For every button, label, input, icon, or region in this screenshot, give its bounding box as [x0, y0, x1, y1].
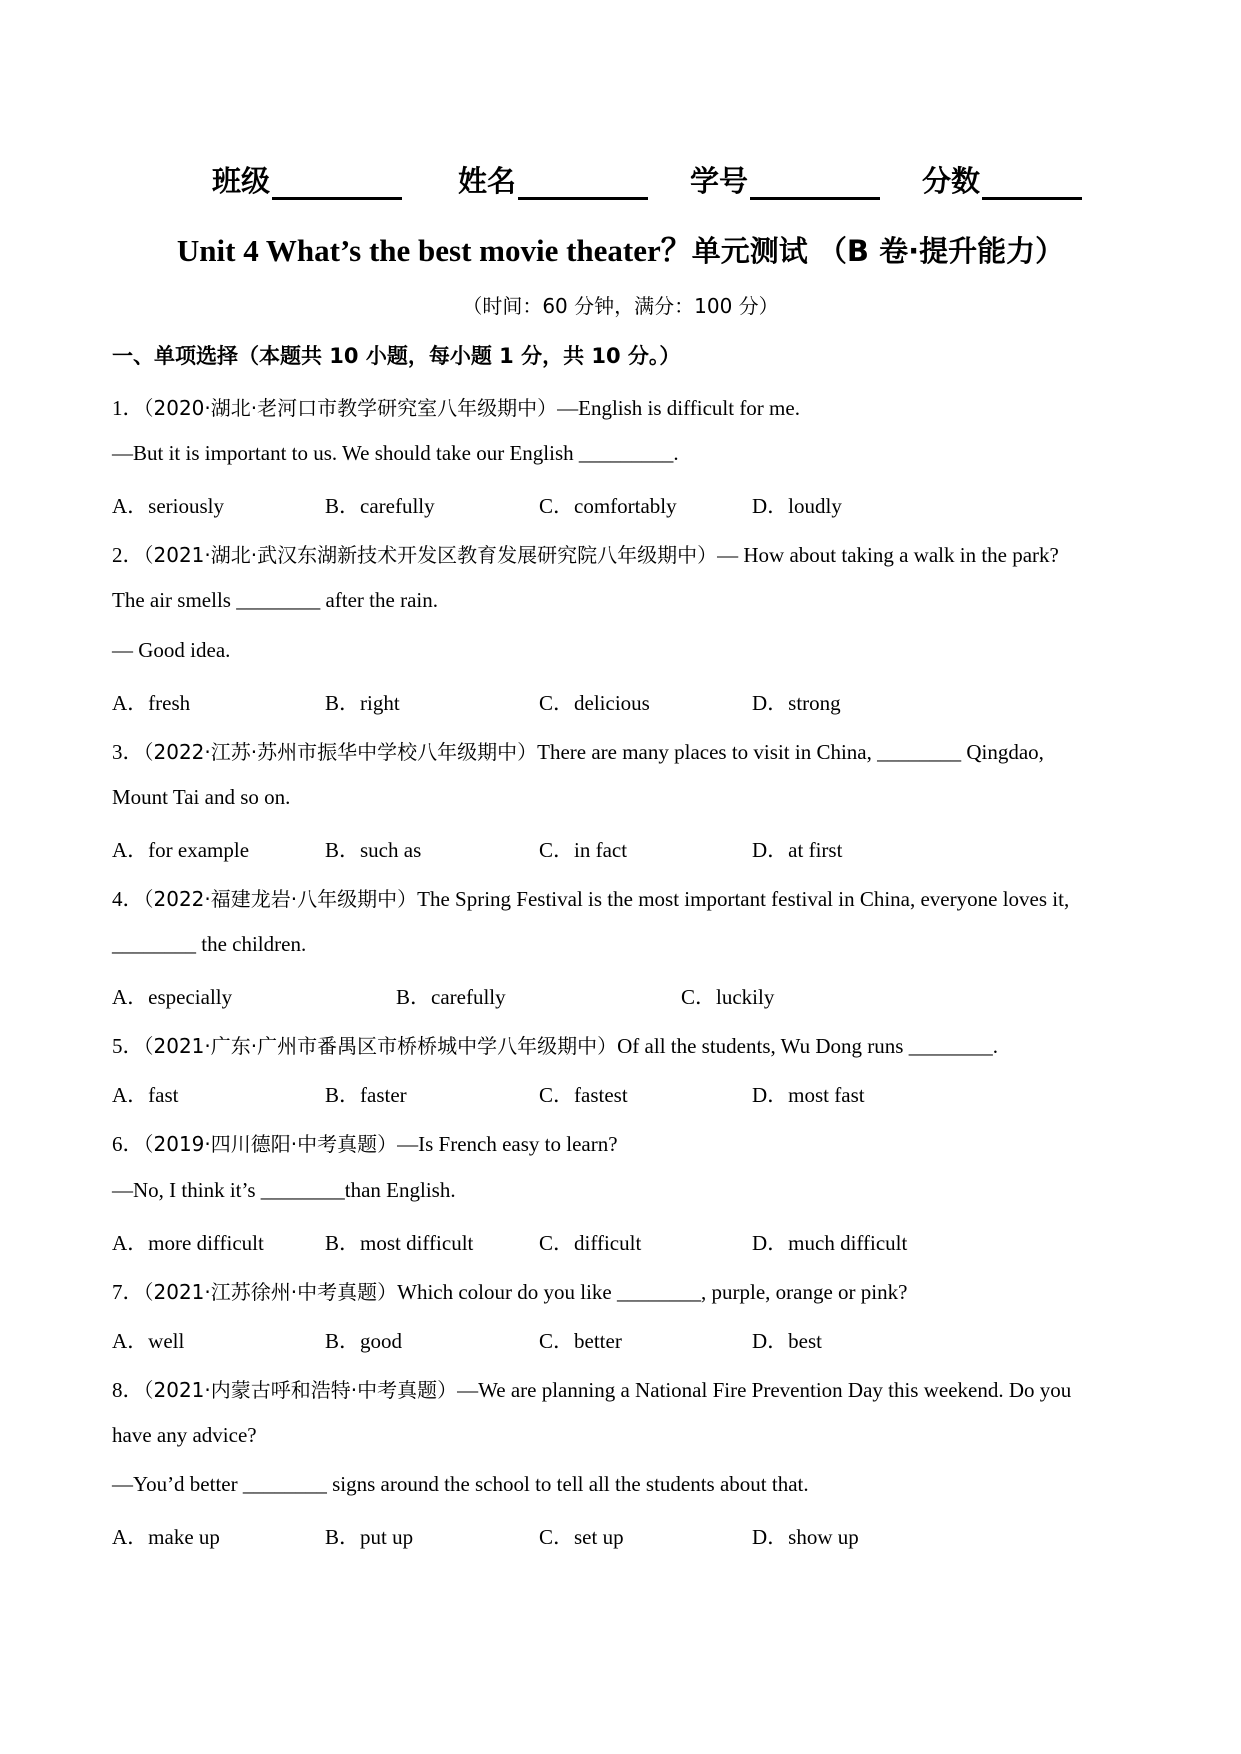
question-4-source: （2022·福建龙岩·八年级期中）	[143, 887, 418, 911]
question-1-line-2: —But it is important to us. We should take our English _________.	[112, 441, 679, 465]
question-4-stem	[112, 883, 1069, 913]
title-chinese: 单元测试 （B 卷·提升能力）	[691, 234, 1065, 268]
class-blank	[272, 167, 402, 200]
student-info-row	[212, 160, 1082, 200]
question-5-option-d[interactable]: D．most fast	[752, 1083, 865, 1107]
page-title	[0, 225, 1241, 270]
question-8-option-b[interactable]: B．put up	[325, 1525, 414, 1549]
question-6-source: （2019·四川德阳·中考真题）	[143, 1132, 398, 1156]
question-8-number: 8．	[112, 1378, 144, 1402]
question-6-option-b[interactable]: B．most difficult	[325, 1231, 474, 1255]
question-1-option-a[interactable]: A．seriously	[112, 494, 224, 518]
question-7-source: （2021·江苏徐州·中考真题）	[143, 1280, 398, 1304]
question-8-line-1: —We are planning a National Fire Prevention Day this weekend. Do you	[457, 1378, 1072, 1402]
question-7-line-1: Which colour do you like ________, purple, orange or pink?	[397, 1280, 908, 1304]
question-5-line-1: Of all the students, Wu Dong runs ________.	[617, 1034, 998, 1058]
question-6-option-d[interactable]: D．much difficult	[752, 1231, 908, 1255]
question-1-option-b[interactable]: B．carefully	[325, 494, 435, 518]
question-3-line-1: There are many places to visit in China, ________ Qingdao,	[537, 740, 1044, 764]
name-blank	[518, 167, 648, 200]
question-6-number: 6．	[112, 1132, 144, 1156]
question-4-option-a[interactable]: A．especially	[112, 985, 233, 1009]
question-2-option-a[interactable]: A．fresh	[112, 691, 191, 715]
question-2-option-d[interactable]: D．strong	[752, 691, 841, 715]
question-2-stem	[112, 539, 1059, 569]
time-note-text: （时间：60 分钟，满分：100 分）	[462, 294, 779, 318]
question-5-stem	[112, 1030, 998, 1060]
name-field	[458, 159, 648, 200]
question-3-option-a[interactable]: A．for example	[112, 838, 250, 862]
question-8-line-3: —You’d better ________ signs around the school to tell all the students about that.	[112, 1472, 809, 1496]
question-6-option-a[interactable]: A．more difficult	[112, 1231, 264, 1255]
question-1-number: 1．	[112, 396, 144, 420]
question-3-option-b[interactable]: B．such as	[325, 838, 422, 862]
question-2-option-b[interactable]: B．right	[325, 691, 400, 715]
question-3-number: 3．	[112, 740, 144, 764]
question-2-number: 2．	[112, 543, 144, 567]
question-4-line-1: The Spring Festival is the most important festival in China, everyone loves it,	[417, 887, 1070, 911]
student-id-label: 学号	[690, 164, 749, 198]
question-1-line-1: —English is difficult for me.	[557, 396, 800, 420]
question-2-line-3: — Good idea.	[112, 638, 231, 662]
question-5-option-a[interactable]: A．fast	[112, 1083, 179, 1107]
question-4-option-c[interactable]: C．luckily	[681, 985, 775, 1009]
section-heading: 一、单项选择（本题共 10 小题，每小题 1 分，共 10 分。）	[112, 344, 681, 368]
question-2-source: （2021·湖北·武汉东湖新技术开发区教育发展研究院八年级期中）	[143, 543, 718, 567]
question-7-number: 7．	[112, 1280, 144, 1304]
question-1-stem	[112, 392, 800, 422]
score-field	[922, 159, 1082, 200]
question-3-option-c[interactable]: C．in fact	[539, 838, 628, 862]
question-5-source: （2021·广东·广州市番禺区市桥桥城中学八年级期中）	[143, 1034, 618, 1058]
question-8-option-a[interactable]: A．make up	[112, 1525, 220, 1549]
question-6-stem	[112, 1128, 618, 1158]
question-5-option-c[interactable]: C．fastest	[539, 1083, 628, 1107]
question-3-stem	[112, 736, 1044, 766]
question-4-line-2: ________ the children.	[112, 932, 307, 956]
question-3-line-2: Mount Tai and so on.	[112, 785, 291, 809]
question-4-option-b[interactable]: B．carefully	[396, 985, 506, 1009]
question-8-option-d[interactable]: D．show up	[752, 1525, 859, 1549]
question-1-source: （2020·湖北·老河口市教学研究室八年级期中）	[143, 396, 558, 420]
question-7-option-c[interactable]: C．better	[539, 1329, 622, 1353]
question-7-option-a[interactable]: A．well	[112, 1329, 185, 1353]
question-2-option-c[interactable]: C．delicious	[539, 691, 650, 715]
question-8-line-2: have any advice?	[112, 1423, 257, 1447]
question-1-option-c[interactable]: C．comfortably	[539, 494, 677, 518]
class-field	[212, 159, 402, 200]
score-blank	[982, 167, 1082, 200]
score-label: 分数	[922, 164, 981, 198]
title-english: Unit 4 What’s the best movie theater？	[176, 233, 692, 268]
question-5-option-b[interactable]: B．faster	[325, 1083, 407, 1107]
question-1-option-d[interactable]: D．loudly	[752, 494, 842, 518]
student-id-field	[690, 159, 880, 200]
question-8-stem	[112, 1374, 1071, 1404]
question-6-option-c[interactable]: C．difficult	[539, 1231, 642, 1255]
question-7-option-b[interactable]: B．good	[325, 1329, 403, 1353]
question-2-line-2: The air smells ________ after the rain.	[112, 588, 438, 612]
question-7-stem	[112, 1276, 907, 1306]
question-6-line-1: —Is French easy to learn?	[397, 1132, 618, 1156]
question-2-line-1: — How about taking a walk in the park?	[717, 543, 1059, 567]
class-label: 班级	[212, 164, 271, 198]
question-4-number: 4．	[112, 887, 144, 911]
question-8-source: （2021·内蒙古呼和浩特·中考真题）	[143, 1378, 458, 1402]
question-7-option-d[interactable]: D．best	[752, 1329, 822, 1353]
question-5-number: 5．	[112, 1034, 144, 1058]
question-6-line-2: —No, I think it’s ________than English.	[112, 1178, 456, 1202]
name-label: 姓名	[458, 164, 517, 198]
time-note	[0, 290, 1241, 319]
student-id-blank	[750, 167, 880, 200]
question-8-option-c[interactable]: C．set up	[539, 1525, 624, 1549]
question-3-source: （2022·江苏·苏州市振华中学校八年级期中）	[143, 740, 538, 764]
question-3-option-d[interactable]: D．at first	[752, 838, 843, 862]
